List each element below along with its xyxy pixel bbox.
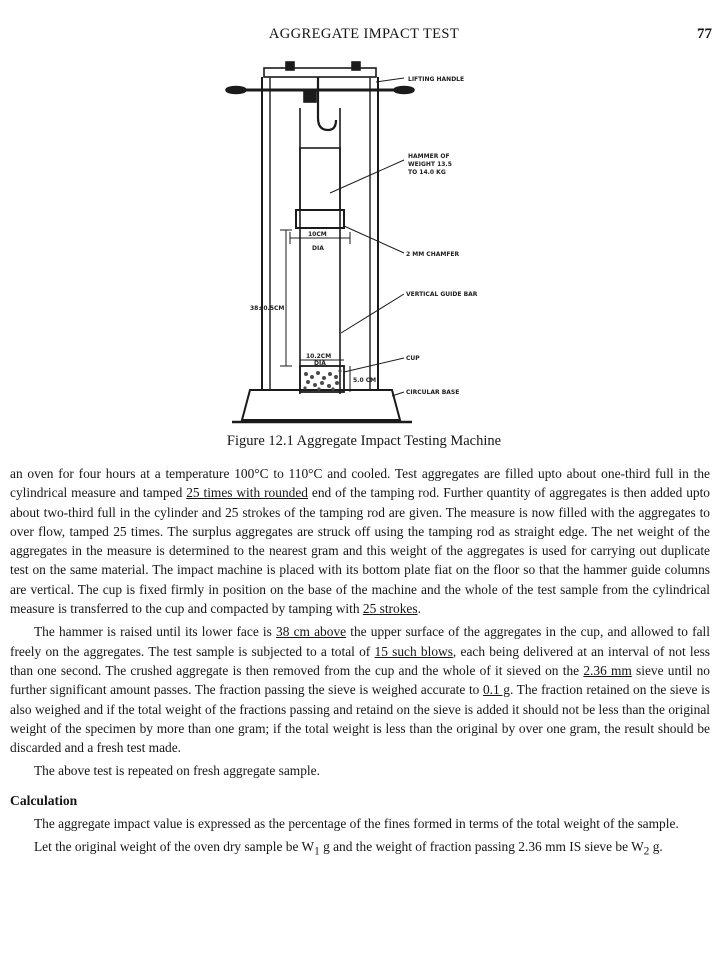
label-hammer-line3: TO 14.0 KG [408,169,446,176]
paragraph-4: The aggregate impact value is expressed as the percentage of the fines formed in terms of the total weight of the sample. [34,816,679,832]
body-text [10,464,710,862]
label-cup-height: 5.0 CM [353,377,377,384]
leader-hammer [330,160,404,193]
underlined-phrase: 25 times with rounded [186,485,308,501]
aggregate-sample [303,369,341,390]
leader-cup [344,358,404,372]
paragraph-3: The above test is repeated on fresh aggregate sample. [34,763,320,779]
handle-left-knob [226,87,246,94]
underlined-phrase: 38 cm above [276,624,347,640]
label-cup-dia-1: 10.2CM [306,353,332,360]
underlined-phrase: 0.1 g [482,682,510,698]
label-hammer-line2: WEIGHT 13.5 [408,161,452,168]
section-heading-calculation: Calculation [10,792,78,808]
hammer-body [300,148,340,210]
leader-chamfer [344,226,404,253]
underlined-phrase: 15 such blows [374,643,453,659]
paragraph-1: an oven for four hours at a temperature 100°C to 110°C and cooled. Test aggregates are filled upto about one-third full in the cylindrical measure and tamped 25 times with rounded end of the tamping rod. Further quantity of aggregates is then added upto about two-third full in the cylinder and 25 strokes of the tamping rod are given. The measure is now filled with the aggregates to over flow, tamped 25 times. The surplus aggregates are struck off using the tamping rod as straight edge. The net weight of the aggregates in the measure is determined to the nearest gram and this weight of the aggregates is used for carrying out duplicate test on the same material. The impact machine is placed with its bottom plate fiat on the floor so that the hammer guide columns are vertical. The cup is fixed firmly in position on the base of the machine and the whole of the test sample from the cylindrical measure is transferred to the cup and compacted by tamping with 25 strokes. [10,466,710,617]
paragraph-5: Let the original weight of the oven dry sample be $W_1$ g and the weight of fraction passing 2.36 mm IS sieve be $W_2$ g. [34,839,663,859]
label-fall-height: 38±0.5CM [250,305,285,312]
release-latch [304,92,316,102]
cup [300,366,344,392]
leader-guide [341,294,404,333]
leader-handle [376,78,404,82]
figure-caption: Figure 12.1 Aggregate Impact Testing Machine [226,433,502,449]
label-hammer-line1: HAMMER OF [408,153,450,160]
label-circular-base: CIRCULAR BASE [406,389,460,396]
underlined-phrase: 2.36 mm [583,662,632,678]
label-cup: CUP [406,355,420,362]
page-header [0,26,728,48]
label-chamfer: 2 MM CHAMFER [406,251,460,258]
label-hammer-dia-1: 10CM [308,231,327,238]
paragraph-2: The hammer is raised until its lower face is 38 cm above the upper surface of the aggregates in the cup, and allowed to fall freely on the aggregates. The test sample is subjected to a total of 15 such blows, each being delivered at an interval of not less than one second. The crushed aggregate is then removed from the cup and the whole of it sieved on the 2.36 mm sieve until no further significant amount passes. The fraction passing the sieve is weighed accurate to 0.1 g. The fraction retained on the sieve is also weighed and if the total weight of the fractions passing and retaind on the sieve is added it should not be less than the original weight of the specimen by more than one gram; if the total weight is less than the original by over one gram, the result should be discarded and a fresh test made. [10,624,711,756]
label-hammer-dia-2: DIA [312,245,324,252]
machine-drawing [0,48,728,430]
top-bolt-left [286,62,294,70]
label-vertical-guide: VERTICAL GUIDE BAR [406,291,478,298]
running-title: AGGREGATE IMPACT TEST [268,26,460,42]
release-hook [318,77,336,130]
top-bolt-right [352,62,360,70]
figure-aggregate-impact-machine [0,48,728,430]
hammer-head [296,210,344,228]
circular-base [242,390,400,420]
label-cup-dia-2: DIA [314,360,326,367]
page-number: 77 [697,26,712,42]
underlined-phrase: 25 strokes [362,601,418,617]
label-lifting-handle: LIFTING HANDLE [408,76,465,83]
handle-right-knob [394,87,414,94]
